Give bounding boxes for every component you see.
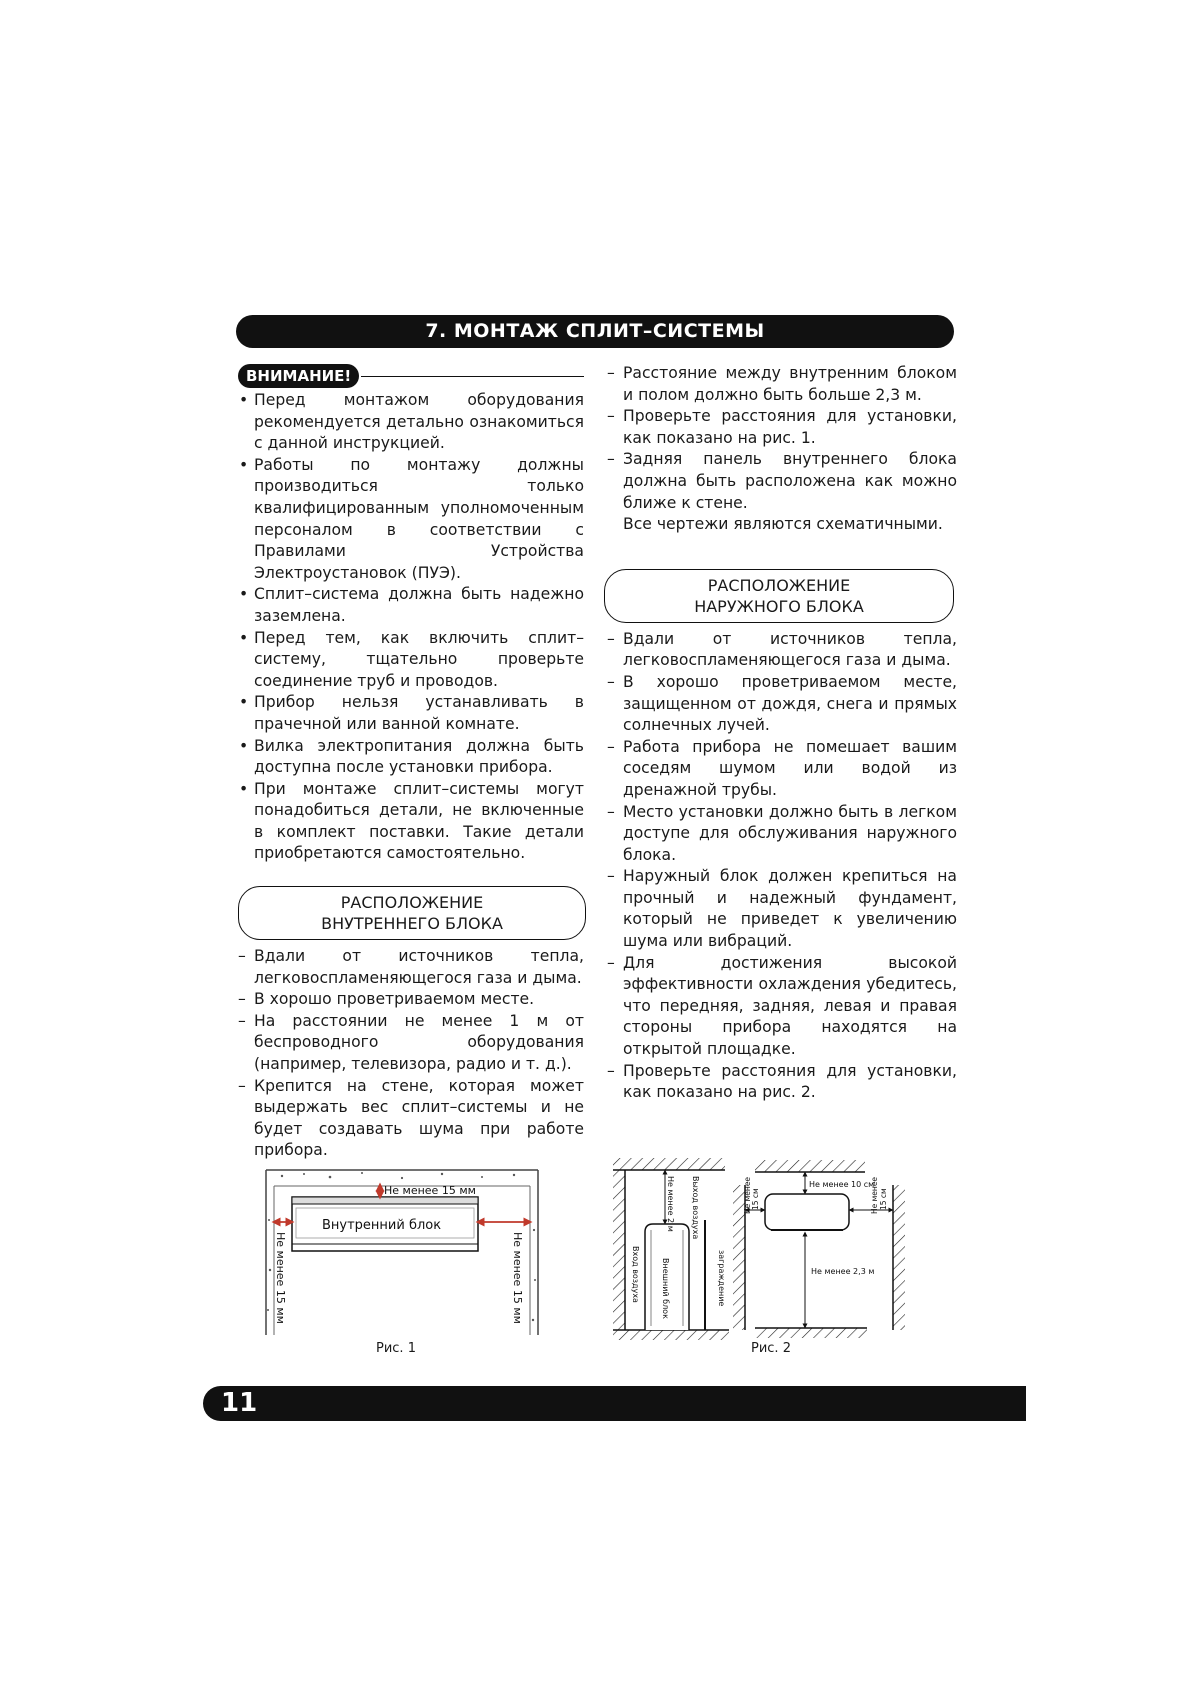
indoor-unit-front-shape xyxy=(765,1194,849,1230)
outdoor-heading-line: РАСПОЛОЖЕНИЕ xyxy=(707,575,851,595)
top-clearance-label: Не менее 15 мм xyxy=(384,1184,476,1197)
outdoor-item: – В хорошо проветриваемом месте, защищенном от дождя, снега и прямых солнечных лучей. xyxy=(607,672,957,737)
left-column xyxy=(238,363,584,1162)
wall-hatch xyxy=(613,1170,625,1330)
right-column xyxy=(607,363,957,1104)
indoor-item: – Крепится на стене, которая может выдержать вес сплит–системы и не будет создавать шума при работе прибора. xyxy=(238,1076,584,1162)
indoor-item: – На расстоянии не менее 1 м от беспроводного оборудования (например, телевизора, радио и т. д.). xyxy=(238,1011,584,1076)
attention-divider xyxy=(361,376,584,377)
attention-item: • Прибор нельзя устанавливать в прачечной или ванной комнате. xyxy=(238,692,584,735)
outdoor-front-view xyxy=(733,1160,905,1338)
right-15cm-label-1: Не менее xyxy=(870,1176,879,1214)
air-out-label: Выход воздуха xyxy=(691,1176,700,1240)
attention-item: • Перед тем, как включить сплит–систему, тщательно проверьте соединение труб и проводов. xyxy=(238,628,584,693)
attention-badge: ВНИМАНИЕ! xyxy=(238,364,359,388)
top-10cm-label: Не менее 10 см xyxy=(809,1180,875,1189)
page-number: 11 xyxy=(221,1388,258,1418)
attention-item: • При монтаже сплит–системы могут понадобиться детали, не включенные в комплект поставки. Такие детали приобретаются самостоятельно. xyxy=(238,779,584,865)
outdoor-heading xyxy=(604,569,954,623)
indoor-item: – Вдали от источников тепла, легковоспламеняющегося газа и дыма. xyxy=(238,946,584,989)
barrier-label: заграждение xyxy=(717,1250,726,1307)
figure-1-caption: Рис. 1 xyxy=(376,1341,416,1356)
outdoor-side-view xyxy=(613,1158,729,1340)
attention-list xyxy=(238,390,584,865)
outdoor-item: – Для достижения высокой эффективности охлаждения убедитесь, что передняя, задняя, левая и правая стороны прибора находятся на открытой площадке. xyxy=(607,953,957,1061)
indoor-item: – В хорошо проветриваемом месте. xyxy=(238,989,584,1011)
indoor-heading xyxy=(238,886,586,940)
attention-item: • Сплит–система должна быть надежно заземлена. xyxy=(238,584,584,627)
figure-2-caption: Рис. 2 xyxy=(751,1341,791,1356)
outdoor-item: – Место установки должно быть в легком доступе для обслуживания наружного блока. xyxy=(607,802,957,867)
outdoor-unit-label: Внешний блок xyxy=(661,1258,670,1319)
floor-hatch xyxy=(613,1330,729,1340)
indoor-item: – Проверьте расстояния для установки, как показано на рис. 1. xyxy=(607,406,957,449)
outdoor-list xyxy=(607,629,957,1104)
left-15cm-label-1: Не менее xyxy=(743,1176,752,1214)
page-footer-bar xyxy=(203,1386,1026,1421)
indoor-continued-list xyxy=(607,363,957,514)
top-hatch xyxy=(755,1160,865,1172)
outdoor-item: – Вдали от источников тепла, легковоспламеняющегося газа и дыма. xyxy=(607,629,957,672)
attention-item: • Вилка электропитания должна быть доступна после установки прибора. xyxy=(238,736,584,779)
indoor-heading-line: РАСПОЛОЖЕНИЕ xyxy=(340,893,484,913)
left-clearance-label: Не менее 15 мм xyxy=(274,1232,287,1324)
indoor-item: – Расстояние между внутренним блоком и полом должно быть больше 2,3 м. xyxy=(607,363,957,406)
indoor-item: – Задняя панель внутреннего блока должна быть расположена как можно ближе к стене. xyxy=(607,449,957,514)
figure-1-indoor-clearance xyxy=(252,1160,552,1340)
outdoor-item: – Наружный блок должен крепиться на прочный и надежный фундамент, который не приведет к увеличению шума или вибраций. xyxy=(607,866,957,952)
height-23m-label: Не менее 2,3 м xyxy=(811,1267,875,1276)
section-title: 7. МОНТАЖ СПЛИТ–СИСТЕМЫ xyxy=(236,315,954,348)
left-15cm-label-2: 15 см xyxy=(751,1188,760,1210)
air-in-label: Вход воздуха xyxy=(631,1246,640,1303)
attention-item: • Перед монтажом оборудования рекомендуется детально ознакомиться с данной инструкцией. xyxy=(238,390,584,455)
outdoor-heading-line: НАРУЖНОГО БЛОКА xyxy=(694,596,864,616)
schematic-note: Все чертежи являются схематичными. xyxy=(623,515,943,534)
indoor-heading-line: ВНУТРЕННЕГО БЛОКА xyxy=(321,914,503,934)
bottom-hatch xyxy=(755,1328,867,1338)
right-wall-hatch xyxy=(893,1185,905,1330)
right-clearance-label: Не менее 15 мм xyxy=(511,1232,524,1324)
min-2m-label: Не менее 2 м xyxy=(666,1176,675,1232)
indoor-list xyxy=(238,946,584,1162)
outdoor-item: – Работа прибора не помешает вашим соседям шумом или водой из дренажной трубы. xyxy=(607,737,957,802)
figure-2-outdoor-clearance xyxy=(605,1150,965,1345)
outdoor-item: – Проверьте расстояния для установки, как показано на рис. 2. xyxy=(607,1061,957,1104)
attention-item: • Работы по монтажу должны производиться только квалифицированным уполномоченным персоналом в соответствии с Правилами Устройства Электроустановок (ПУЭ). xyxy=(238,455,584,585)
right-15cm-label-2: 15 см xyxy=(879,1188,888,1210)
indoor-unit-label: Внутренний блок xyxy=(322,1218,442,1233)
attention-header xyxy=(238,363,584,389)
ceiling-hatch xyxy=(613,1158,725,1170)
